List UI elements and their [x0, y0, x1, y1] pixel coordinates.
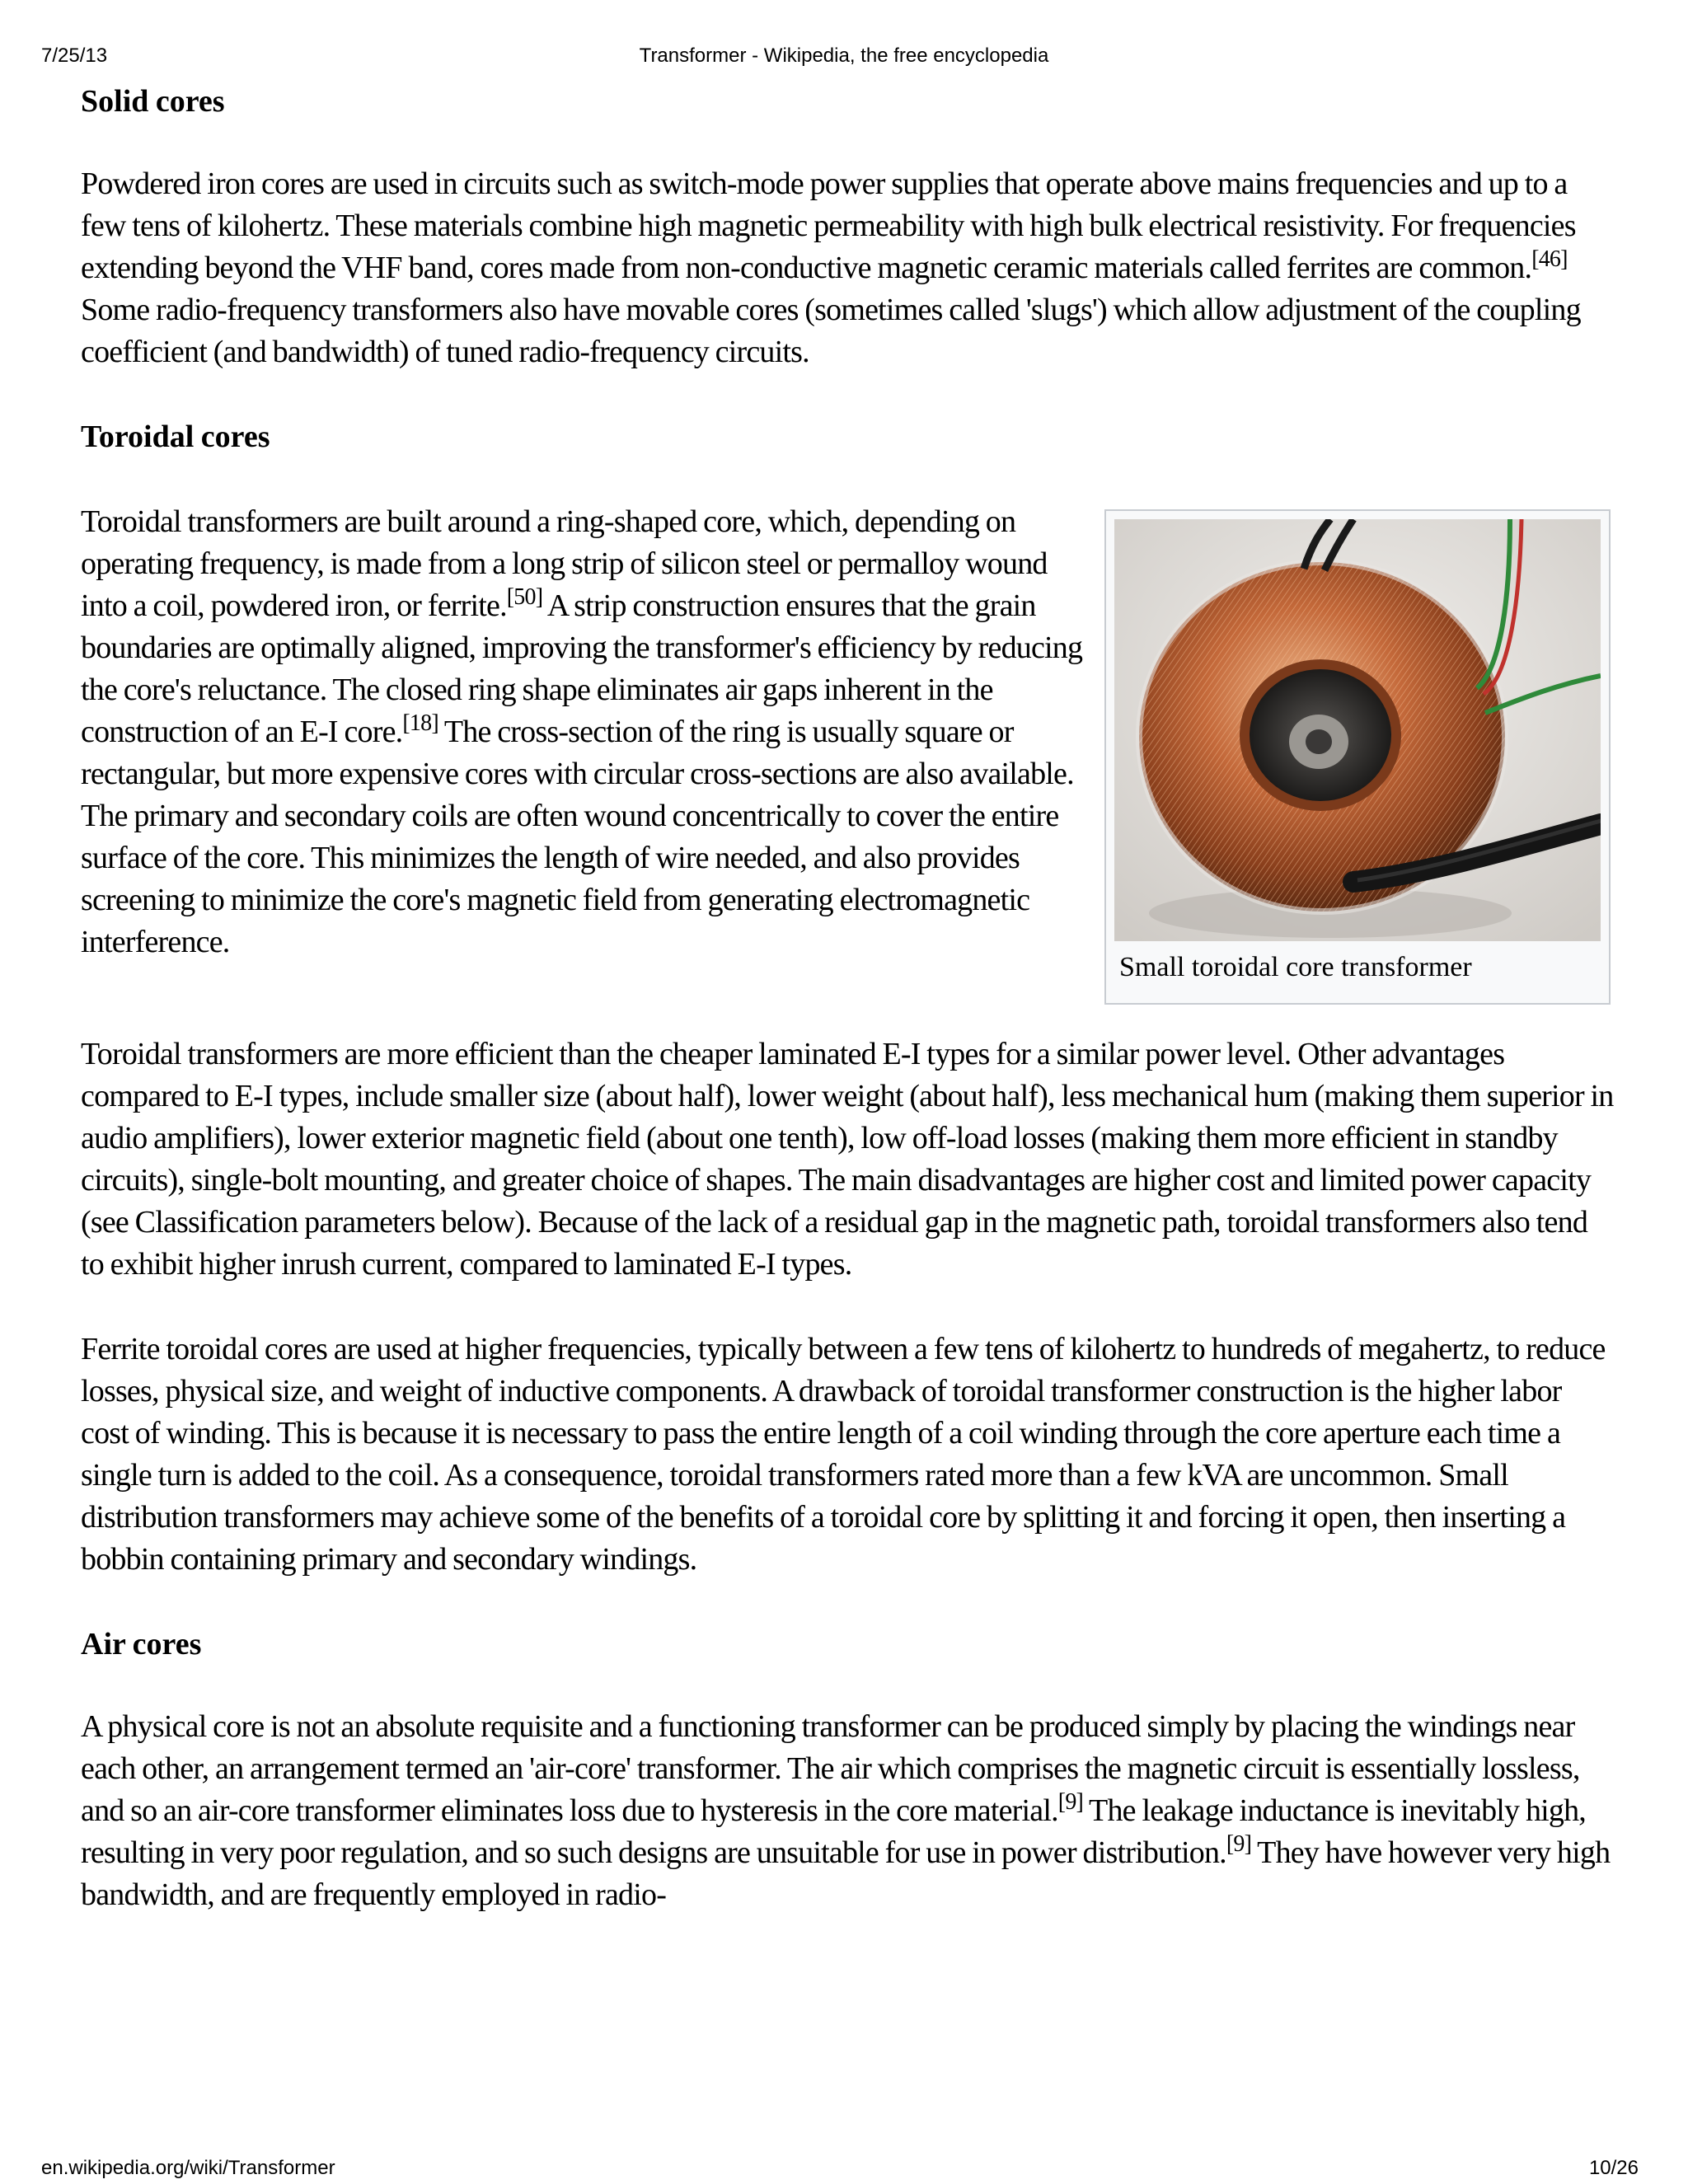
paragraph-air-cores [81, 1706, 1615, 1916]
reference-link[interactable]: [9] [1226, 1831, 1252, 1857]
toroidal-intro-with-figure [81, 501, 1615, 1015]
reference-link[interactable]: [50] [506, 584, 543, 610]
print-page-title: Transformer - Wikipedia, the free encyclopedia [639, 45, 1049, 67]
reference-link[interactable]: [18] [402, 710, 438, 736]
paragraph-solid-cores [81, 163, 1615, 373]
text-run: The leakage inductance is inevitably high, resulting in very poor regulation, and so such designs are unsuitable for use in power distribution. [81, 1793, 1587, 1870]
reference-link[interactable]: [46] [1531, 246, 1568, 272]
print-header [0, 45, 1688, 69]
toroidal-transformer-photo[interactable] [1114, 519, 1601, 941]
print-footer [0, 2157, 1688, 2182]
text-run: The cross-section of the ring is usually square or rectangular, but more expensive cores with circular cross-sections are also available. The primary and secondary coils are often wound concentrically to cover the entire surface of the core. This minimizes the length of wire needed, and also provides screening to minimize the core's magnetic field from generating electromagnetic interference. [81, 715, 1074, 959]
heading-toroidal-cores: Toroidal cores [81, 419, 270, 454]
text-run: Powdered iron cores are used in circuits such as switch-mode power supplies that operate above mains frequencies and up to a few tens of kilohertz. These materials combine high magnetic permeability with high bulk electrical resistivity. For frequencies extending beyond the VHF band, cores made from non-conductive magnetic ceramic materials called ferrites are common. [81, 166, 1576, 285]
toroid-illustration [1114, 519, 1601, 941]
heading-air-cores: Air cores [81, 1627, 202, 1661]
text-run: Some radio-frequency transformers also have movable cores (sometimes called 'slugs') which allow adjustment of the coupling coefficient (and bandwidth) of tuned radio-frequency circuits. [81, 293, 1581, 369]
paragraph-toroidal-intro [81, 501, 1095, 963]
heading-solid-cores: Solid cores [81, 84, 225, 119]
paragraph-toroidal-advantages: Toroidal transformers are more efficient than the cheaper laminated E-I types for a similar power level. Other advantages compared to E-I types, include smaller size (about half), lower weight (about half), less mechanical hum (making them superior in audio amplifiers), lower exterior magnetic field (about one tenth), low off-load losses (making them more efficient in standby circuits), single-bolt mounting, and greater choice of shapes. The main disadvantages are higher cost and limited power capacity (see Classification parameters below). Because of the lack of a residual gap in the magnetic path, toroidal transformers also tend to exhibit higher inrush current, compared to laminated E-I types. [81, 1037, 1614, 1282]
text-run: A strip construction ensures that the grain boundaries are optimally aligned, improving the transformer's efficiency by reducing the core's reluctance. The closed ring shape eliminates air gaps inherent in the construction of an E-I core. [81, 588, 1083, 749]
text-run: Toroidal transformers are built around a ring-shaped core, which, depending on operating frequency, is made from a long strip of silicon steel or permalloy wound into a coil, powdered iron, or ferrite. [81, 504, 1048, 623]
figure-caption: Small toroidal core transformer [1119, 952, 1472, 982]
text-run: They have however very high bandwidth, and are frequently employed in radio- [81, 1835, 1611, 1912]
print-page-number: 10/26 [1588, 2157, 1639, 2179]
figure-thumbnail [1104, 509, 1611, 1005]
print-date: 7/25/13 [41, 45, 108, 67]
text-run: A physical core is not an absolute requisite and a functioning transformer can be produced simply by placing the windings near each other, an arrangement termed an 'air-core' transformer. The air which comprises the magnetic circuit is essentially lossless, and so an air-core transformer eliminates loss due to hysteresis in the core material. [81, 1709, 1580, 1828]
print-url: en.wikipedia.org/wiki/Transformer [41, 2157, 335, 2179]
article-content [81, 81, 1615, 1916]
reference-link[interactable]: [9] [1057, 1789, 1084, 1815]
paragraph-ferrite-toroidal: Ferrite toroidal cores are used at higher frequencies, typically between a few tens of kilohertz to hundreds of megahertz, to reduce losses, physical size, and weight of inductive components. A drawback of toroidal transformer construction is the higher labor cost of winding. This is because it is necessary to pass the entire length of a coil winding through the core aperture each time a single turn is added to the coil. As a consequence, toroidal transformers rated more than a few kVA are uncommon. Small distribution transformers may achieve some of the benefits of a toroidal core by splitting it and forcing it open, then inserting a bobbin containing primary and secondary windings. [81, 1332, 1606, 1577]
